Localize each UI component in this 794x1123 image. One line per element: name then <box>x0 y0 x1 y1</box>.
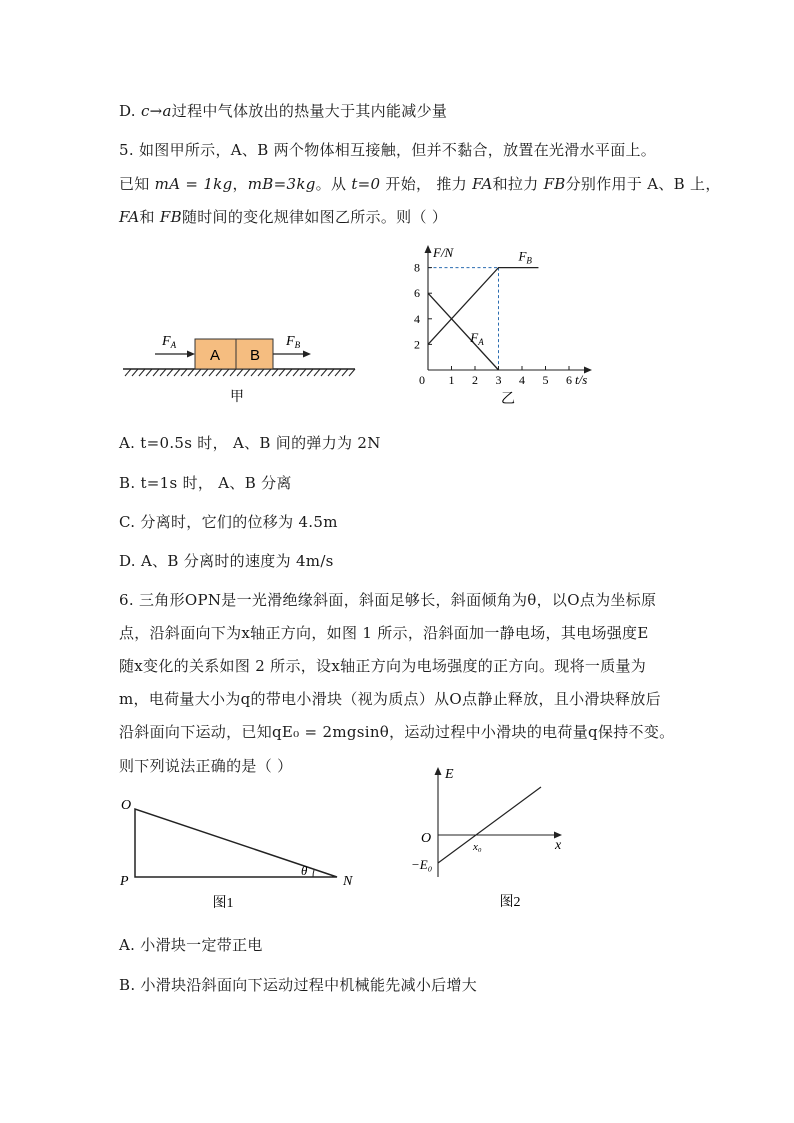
fig2-e-axis-arrow <box>435 767 442 775</box>
chart-caption: 乙 <box>501 392 515 407</box>
chart-x-tick-label: 4 <box>519 373 525 387</box>
q5-stem-line-3: FA和 FB随时间的变化规律如图乙所示。则（ ） <box>119 208 448 226</box>
chart-y-label: F/N <box>433 245 454 260</box>
chart-series-label-FB: $F_B$ <box>518 248 532 266</box>
theta-arc <box>313 870 314 877</box>
q6-stem-line-1: 6. 三角形OPN是一光滑绝缘斜面，斜面足够长，斜面倾角为θ，以O点为坐标原 <box>119 591 657 609</box>
chart-y-tick-label: 2 <box>414 337 420 352</box>
chart-x-tick-label: 0 <box>419 373 425 387</box>
q5-stem-line-1: 5. 如图甲所示，A、B 两个物体相互接触，但并不黏合，放置在光滑水平面上。 <box>119 141 657 159</box>
chart-x-tick-label: 3 <box>495 373 502 387</box>
block-a-label: A <box>209 347 221 364</box>
chart-series-FB <box>428 268 538 345</box>
q5-option-a: A. t=0.5s 时， A、B 间的弹力为 2N <box>119 434 381 452</box>
label-n: N <box>343 874 353 889</box>
chart-y-tick-label: 8 <box>414 260 420 275</box>
label-o: O <box>121 798 132 813</box>
force-a-arrow <box>155 351 195 358</box>
chart-x-tick-label: 1 <box>448 373 455 387</box>
figure-yi-chart <box>400 245 600 410</box>
chart-y-axis-arrow <box>425 245 432 253</box>
fig2-e-line <box>438 787 541 863</box>
force-b-arrow <box>273 351 311 358</box>
q6-figure-1 <box>115 795 365 915</box>
figure-1-caption: 图1 <box>212 896 234 911</box>
block-b-label: B <box>249 347 261 364</box>
chart-series-label-FA: $F_A$ <box>470 329 484 347</box>
figure-jia <box>115 325 365 405</box>
q6-stem-line-5: 沿斜面向下运动，已知qE₀ = 2mgsinθ，运动过程中小滑块的电荷量q保持不变。 <box>119 723 675 741</box>
q6-stem-line-4: m，电荷量大小为q的带电小滑块（视为质点）从O点静止释放，且小滑块释放后 <box>119 690 661 708</box>
q5-option-c: C. 分离时，它们的位移为 4.5m <box>119 513 338 531</box>
q5-option-d: D. A、B 分离时的速度为 4m/s <box>119 552 334 570</box>
chart-y-tick-label: 6 <box>414 286 420 301</box>
label-p: P <box>120 874 129 889</box>
chart-x-tick-label: 6 <box>566 373 572 387</box>
chart-y-tick-label: 4 <box>414 311 420 326</box>
chart-x-tick-label: 5 <box>542 373 549 387</box>
q6-stem-line-6: 则下列说法正确的是（ ） <box>119 757 293 775</box>
q5-option-b: B. t=1s 时， A、B 分离 <box>119 474 292 492</box>
q6-stem-line-3: 随x变化的关系如图 2 所示，设x轴正方向为电场强度的正方向。现将一质量为 <box>119 657 647 675</box>
q6-option-b: B. 小滑块沿斜面向下运动过程中机械能先减小后增大 <box>119 976 478 994</box>
q5-stem-line-2: 已知 mA = 1kg，mB=3kg。从 t=0 开始， 推力 FA和拉力 FB分别作用于 A、B 上， <box>119 175 721 193</box>
chart-series-FA <box>428 293 499 370</box>
force-b-label: $F_B$ <box>286 334 301 350</box>
fig2-label-e: E <box>445 767 454 782</box>
fig2-label-neg-e0: −E₀ <box>411 857 433 872</box>
q4-option-d: D. c→a过程中气体放出的热量大于其内能减少量 <box>119 102 448 120</box>
q6-figure-2 <box>405 762 585 917</box>
chart-x-tick-label: 2 <box>472 373 478 387</box>
force-a-label: $F_A$ <box>162 334 177 350</box>
q6-stem-line-2: 点，沿斜面向下为x轴正方向，如图 1 所示，沿斜面加一静电场，其电场强度E <box>119 624 649 642</box>
q6-option-a: A. 小滑块一定带正电 <box>119 936 263 954</box>
q4-process-label: c→a <box>140 102 172 120</box>
chart-x-label: t/s <box>575 372 588 387</box>
fig2-label-o: O <box>421 831 432 846</box>
ground-hatch <box>123 369 355 376</box>
label-theta: θ <box>301 863 308 878</box>
figure-jia-caption: 甲 <box>230 390 244 405</box>
figure-2-caption: 图2 <box>499 895 521 910</box>
fig2-label-x: x <box>555 838 562 853</box>
fig2-label-x0: x₀ <box>473 841 482 853</box>
